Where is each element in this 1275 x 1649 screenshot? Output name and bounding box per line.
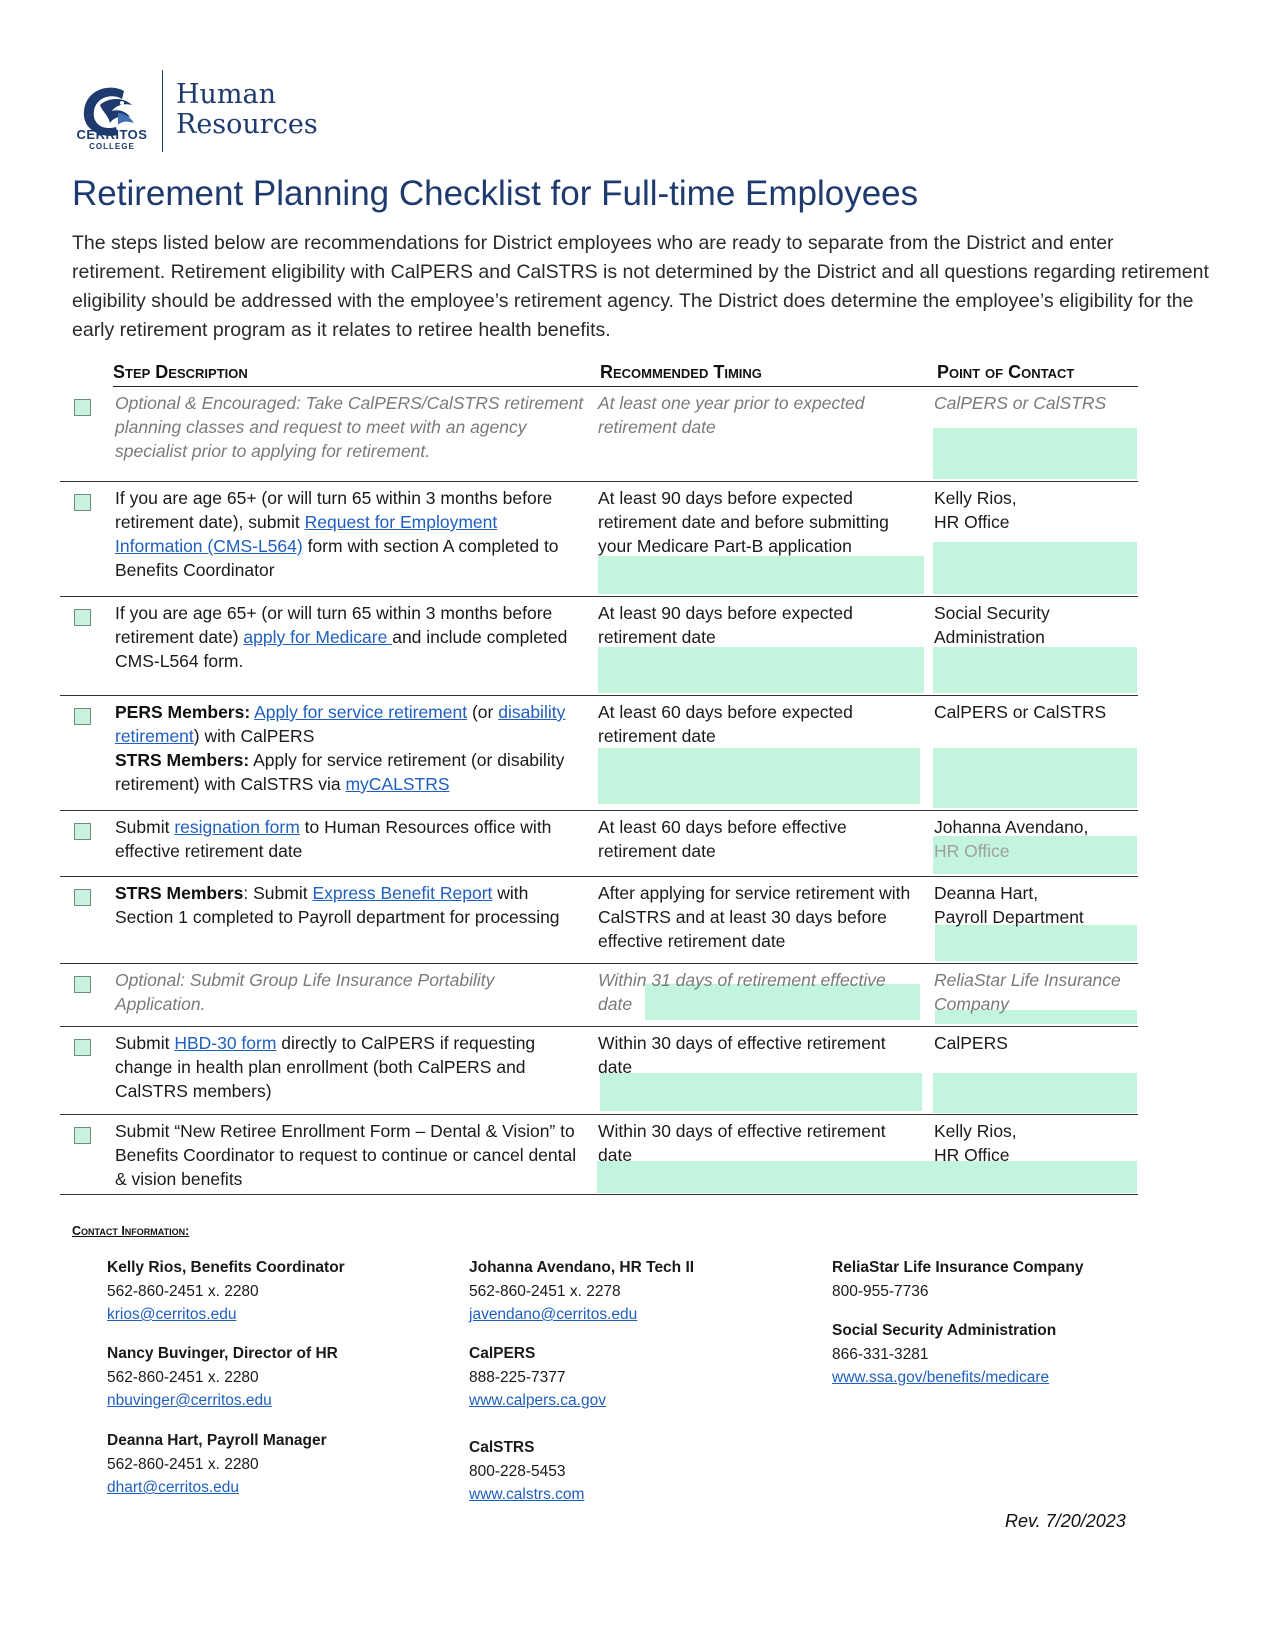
step-description: STRS Members: Submit Express Benefit Report with Section 1 completed to Payroll department for processing bbox=[115, 883, 560, 927]
step-contact: ReliaStar Life Insurance Company bbox=[934, 970, 1121, 1014]
department-line-1: Human bbox=[176, 79, 277, 110]
step-contact: Social Security Administration bbox=[934, 603, 1050, 647]
express-benefit-report-link[interactable]: Express Benefit Report bbox=[312, 883, 493, 903]
contact-card bbox=[469, 1342, 606, 1413]
step-contact: CalPERS bbox=[934, 1033, 1008, 1053]
cms-l564-form-link[interactable]: Request for Employment Information (CMS-L564) bbox=[115, 512, 498, 556]
apply-for-medicare-link[interactable]: apply for Medicare bbox=[243, 627, 393, 647]
table-row bbox=[60, 482, 1138, 597]
contact-phone: 866-331-3281 bbox=[832, 1345, 929, 1363]
contact-name: ReliaStar Life Insurance Company bbox=[832, 1259, 1084, 1276]
column-header-step: Step Description bbox=[113, 362, 248, 382]
step-description: Optional & Encouraged: Take CalPERS/CalSTRS retirement planning classes and request to meet with an agency specialist prior to applying for retirement. bbox=[115, 393, 584, 461]
step-description: If you are age 65+ (or will turn 65 within 3 months before retirement date) apply for Medicare and include completed CMS-L564 form. bbox=[115, 603, 568, 671]
contact-name: CalSTRS bbox=[469, 1439, 535, 1456]
college-name: CERRITOS bbox=[76, 127, 148, 142]
table-row bbox=[60, 387, 1138, 482]
contact-email-link[interactable]: dhart@cerritos.edu bbox=[107, 1479, 240, 1496]
step-timing: After applying for service retirement with CalSTRS and at least 30 days before effective retirement date bbox=[598, 883, 911, 951]
contact-card bbox=[832, 1319, 1056, 1390]
step-description: If you are age 65+ (or will turn 65 within 3 months before retirement date), submit Request for Employment Information (CMS-L564) form with section A completed to Benefits Coordinator bbox=[115, 488, 559, 580]
highlight-cell bbox=[598, 647, 924, 693]
step-contact: Johanna Avendano, HR Office bbox=[934, 817, 1089, 861]
table-row bbox=[60, 1027, 1138, 1115]
table-row bbox=[60, 696, 1138, 811]
contact-card bbox=[469, 1436, 584, 1507]
mycalstrs-link[interactable]: myCALSTRS bbox=[345, 774, 450, 794]
step-timing: Within 31 days of retirement effective date bbox=[598, 970, 886, 1014]
step-timing: Within 30 days of effective retirement date bbox=[598, 1033, 886, 1077]
table-row bbox=[60, 877, 1138, 964]
cerritos-hr-logo bbox=[72, 70, 318, 156]
step-description: Submit HBD-30 form directly to CalPERS if requesting change in health plan enrollment (both CalPERS and CalSTRS members) bbox=[115, 1033, 536, 1101]
step-checkbox[interactable] bbox=[74, 1039, 91, 1056]
step-description: Optional: Submit Group Life Insurance Portability Application. bbox=[115, 970, 495, 1014]
department-line-2: Resources bbox=[176, 109, 318, 140]
step-timing: At least 60 days before effective retirement date bbox=[598, 817, 847, 861]
contact-card bbox=[107, 1342, 338, 1413]
contact-phone: 562-860-2451 x. 2280 bbox=[107, 1282, 259, 1300]
contact-email-link[interactable]: krios@cerritos.edu bbox=[107, 1306, 237, 1323]
table-row bbox=[60, 597, 1138, 696]
highlight-cell bbox=[598, 556, 924, 594]
step-checkbox[interactable] bbox=[74, 609, 91, 626]
column-header-timing: Recommended Timing bbox=[600, 362, 762, 382]
hbd-30-form-link[interactable]: HBD-30 form bbox=[174, 1033, 277, 1053]
logo-divider bbox=[162, 70, 163, 152]
intro-paragraph: The steps listed below are recommendations for District employees who are ready to separate from the District and enter retirement. Retirement eligibility with CalPERS and CalSTRS is not determined by the District and all questions regarding retirement eligibility should be addressed with the employee’s retirement agency. The District does determine the employee’s eligibility for the early retirement program as it relates to retiree health benefits. bbox=[72, 232, 1209, 341]
highlight-cell bbox=[935, 925, 1137, 961]
contact-name: Kelly Rios, Benefits Coordinator bbox=[107, 1259, 345, 1276]
contact-email-link[interactable]: nbuvinger@cerritos.edu bbox=[107, 1392, 272, 1409]
step-timing: At least one year prior to expected retirement date bbox=[598, 393, 865, 437]
highlight-cell bbox=[933, 748, 1137, 808]
step-checkbox[interactable] bbox=[74, 399, 91, 416]
contact-card bbox=[107, 1256, 345, 1327]
contact-phone: 562-860-2451 x. 2280 bbox=[107, 1455, 259, 1473]
department-name bbox=[176, 80, 318, 140]
step-contact: Kelly Rios, HR Office bbox=[934, 1121, 1017, 1165]
contact-website-link[interactable]: www.calstrs.com bbox=[469, 1486, 585, 1503]
step-contact: Deanna Hart, Payroll Department bbox=[934, 883, 1084, 927]
highlight-cell bbox=[933, 542, 1137, 594]
table-row bbox=[60, 964, 1138, 1027]
college-sub: COLLEGE bbox=[89, 142, 135, 151]
highlight-cell bbox=[933, 647, 1137, 693]
step-checkbox[interactable] bbox=[74, 708, 91, 725]
step-timing: At least 90 days before expected retirement date bbox=[598, 603, 853, 647]
highlight-cell bbox=[933, 1073, 1137, 1113]
step-description: PERS Members: Apply for service retirement (or disability retirement) with CalPERS STRS Members: Apply for service retirement (or disability retirement) with CalSTRS via myCALSTRS bbox=[115, 702, 566, 794]
step-checkbox[interactable] bbox=[74, 494, 91, 511]
step-checkbox[interactable] bbox=[74, 889, 91, 906]
step-description: Submit “New Retiree Enrollment Form – Dental & Vision” to Benefits Coordinator to request to continue or cancel dental & vision benefits bbox=[115, 1121, 577, 1189]
step-contact: Kelly Rios, HR Office bbox=[934, 488, 1017, 532]
table-row bbox=[60, 811, 1138, 877]
step-checkbox[interactable] bbox=[74, 823, 91, 840]
revision-date: Rev. 7/20/2023 bbox=[1005, 1511, 1126, 1531]
step-timing: Within 30 days of effective retirement date bbox=[598, 1121, 886, 1165]
table-row bbox=[60, 1115, 1138, 1195]
contact-phone: 888-225-7377 bbox=[469, 1368, 566, 1386]
page-title: Retirement Planning Checklist for Full-time Employees bbox=[72, 174, 919, 213]
disability-retirement-link[interactable]: disability retirement bbox=[115, 702, 566, 746]
contact-phone: 800-955-7736 bbox=[832, 1282, 929, 1300]
step-timing: At least 60 days before expected retirement date bbox=[598, 702, 853, 746]
apply-service-retirement-link[interactable]: Apply for service retirement bbox=[254, 702, 468, 722]
contact-card bbox=[107, 1429, 327, 1500]
step-timing: At least 90 days before expected retirement date and before submitting your Medicare Part-B application bbox=[598, 488, 889, 556]
column-header-contact: Point of Contact bbox=[937, 362, 1075, 382]
contact-website-link[interactable]: www.ssa.gov/benefits/medicare bbox=[832, 1369, 1050, 1386]
resignation-form-link[interactable]: resignation form bbox=[174, 817, 300, 837]
highlight-cell bbox=[598, 748, 920, 804]
step-description: Submit resignation form to Human Resources office with effective retirement date bbox=[115, 817, 552, 861]
contact-name: Nancy Buvinger, Director of HR bbox=[107, 1345, 338, 1362]
step-contact: CalPERS or CalSTRS bbox=[934, 702, 1107, 722]
contact-name: Social Security Administration bbox=[832, 1322, 1057, 1339]
contact-phone: 562-860-2451 x. 2280 bbox=[107, 1368, 259, 1386]
contact-name: Johanna Avendano, HR Tech II bbox=[469, 1259, 695, 1276]
contact-card bbox=[469, 1256, 694, 1327]
contact-name: Deanna Hart, Payroll Manager bbox=[107, 1432, 327, 1449]
contact-website-link[interactable]: www.calpers.ca.gov bbox=[469, 1392, 606, 1409]
college-wordmark bbox=[72, 128, 152, 152]
highlight-cell bbox=[933, 428, 1137, 479]
contact-card bbox=[832, 1256, 1084, 1303]
step-checkbox[interactable] bbox=[74, 1127, 91, 1144]
contact-info-heading: Contact Information: bbox=[72, 1224, 190, 1238]
step-checkbox[interactable] bbox=[74, 976, 91, 993]
contact-phone: 800-228-5453 bbox=[469, 1462, 566, 1480]
contact-phone: 562-860-2451 x. 2278 bbox=[469, 1282, 621, 1300]
step-contact: CalPERS or CalSTRS bbox=[934, 393, 1107, 413]
contact-name: CalPERS bbox=[469, 1345, 536, 1362]
contact-email-link[interactable]: javendano@cerritos.edu bbox=[469, 1306, 638, 1323]
